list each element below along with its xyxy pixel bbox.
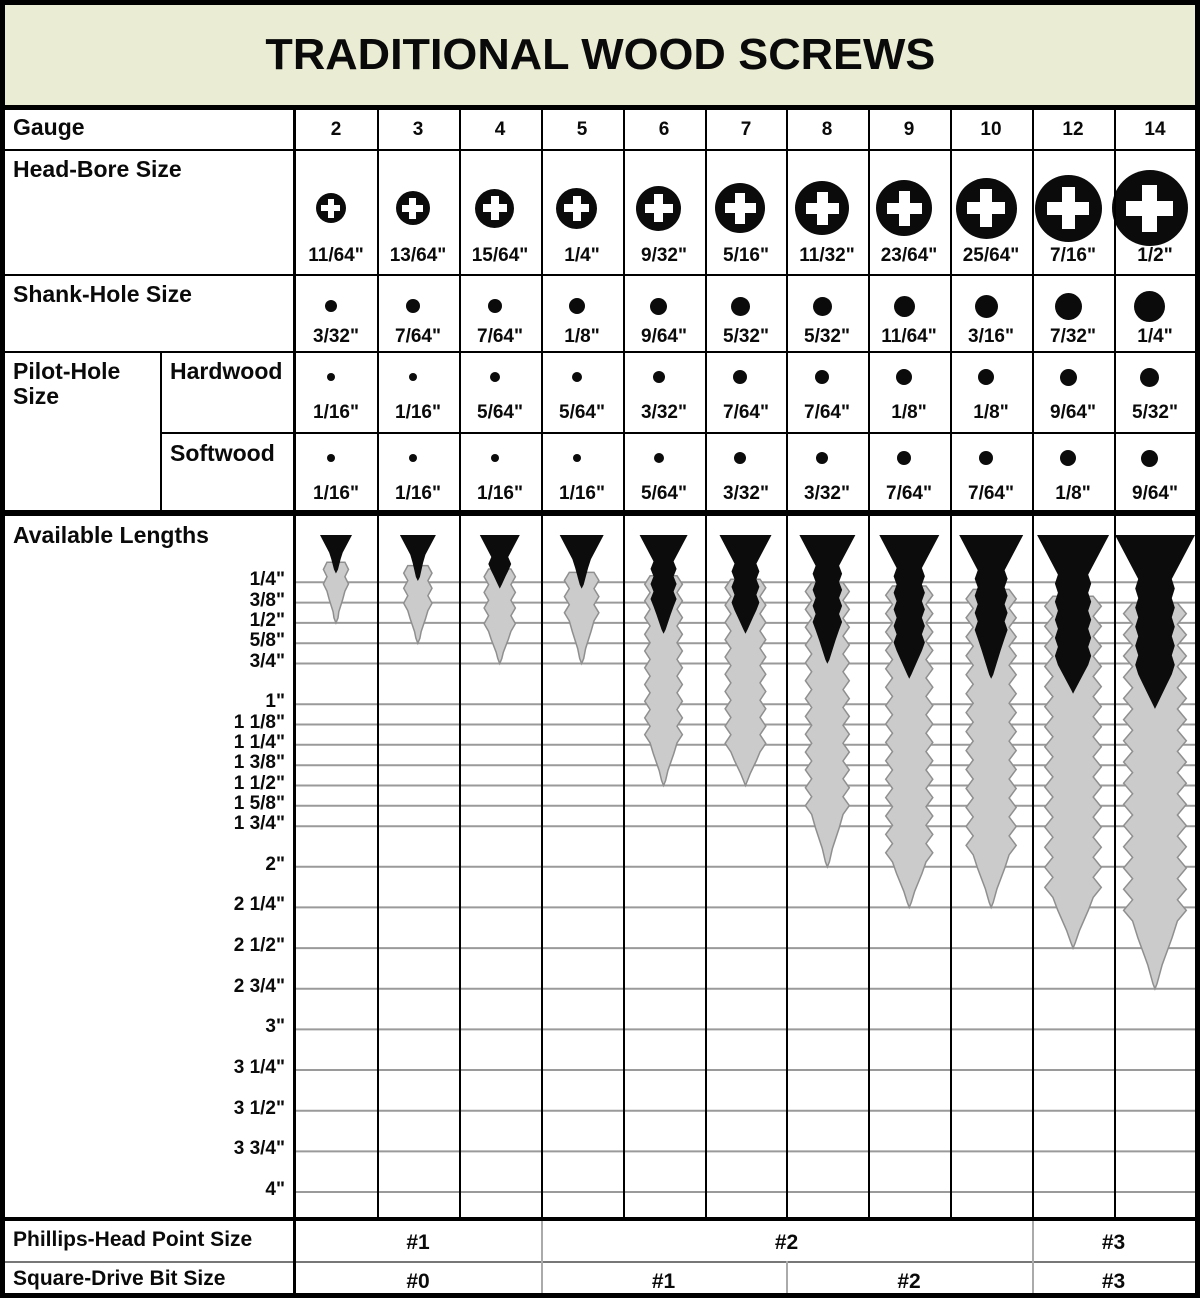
phillips-cross-icon xyxy=(654,194,663,222)
phillips-cross-icon xyxy=(409,198,416,219)
length-tick-label: 2 3/4" xyxy=(233,976,285,997)
phillips-cross-icon xyxy=(817,192,828,225)
head-bore-phillips-icon xyxy=(795,181,849,235)
available-lengths-label: Available Lengths xyxy=(13,522,209,548)
phillips-cross-icon xyxy=(899,191,910,226)
length-tick-label: 3 1/2" xyxy=(233,1098,285,1119)
pilot-hardwood-value: 9/64" xyxy=(1050,402,1096,423)
pilot-hardwood-dot xyxy=(815,370,829,384)
pilot-hardwood-dot xyxy=(1060,369,1077,386)
pilot-softwood-dot xyxy=(491,454,499,462)
pilot-softwood-value: 7/64" xyxy=(886,483,932,504)
gauge-value: 12 xyxy=(1062,119,1084,140)
head-bore-phillips-icon xyxy=(1112,170,1188,246)
chart-title-band xyxy=(5,5,1195,105)
head-bore-phillips-icon xyxy=(636,186,681,231)
shank-hole-dot xyxy=(406,299,420,313)
column-rule xyxy=(377,105,379,1217)
head-bore-value: 1/4" xyxy=(564,245,600,266)
pilot-softwood-dot xyxy=(654,453,664,463)
length-tick-label: 2 1/2" xyxy=(233,935,285,956)
shank-hole-value: 7/32" xyxy=(1050,326,1096,347)
head-bore-value: 15/64" xyxy=(471,245,529,266)
shank-hole-dot xyxy=(325,300,337,312)
head-bore-value: 1/2" xyxy=(1137,245,1173,266)
pilot-softwood-value: 3/32" xyxy=(723,483,769,504)
phillips-cross-icon xyxy=(573,196,581,221)
pilot-softwood-dot xyxy=(409,454,417,462)
shank-hole-dot xyxy=(488,299,502,313)
length-tick-label: 1/4" xyxy=(249,569,285,590)
shank-hole-value: 7/64" xyxy=(477,326,523,347)
length-tick-label: 3 1/4" xyxy=(233,1057,285,1078)
head-bore-phillips-icon xyxy=(556,188,597,229)
pilot-softwood-dot xyxy=(1141,450,1158,467)
pilot-softwood-value: 7/64" xyxy=(968,483,1014,504)
shank-hole-value: 1/4" xyxy=(1137,326,1173,347)
shank-hole-value: 7/64" xyxy=(395,326,441,347)
shank-hole-dot xyxy=(1134,291,1165,322)
length-tick-label: 1 1/2" xyxy=(233,773,285,794)
shank-hole-dot xyxy=(894,296,915,317)
pilot-hardwood-value: 7/64" xyxy=(804,402,850,423)
head-bore-row-label: Head-Bore Size xyxy=(13,156,182,182)
length-tick-label: 5/8" xyxy=(249,630,285,651)
gauge-value: 5 xyxy=(576,119,588,140)
shank-hole-value: 9/64" xyxy=(641,326,687,347)
head-bore-value: 7/16" xyxy=(1050,245,1096,266)
pilot-softwood-dot xyxy=(734,452,746,464)
column-rule xyxy=(1114,105,1116,1217)
head-bore-phillips-icon xyxy=(475,189,514,228)
phillips-cross-icon xyxy=(980,189,992,227)
head-bore-phillips-icon xyxy=(956,178,1017,239)
gauge-value: 10 xyxy=(980,119,1002,140)
phillips-point-size-value: #2 xyxy=(774,1231,799,1254)
pilot-hardwood-value: 1/16" xyxy=(313,402,359,423)
phillips-cross-icon xyxy=(328,199,334,218)
square-drive-size-value: #1 xyxy=(651,1270,676,1293)
length-tick-label: 1 1/4" xyxy=(233,732,285,753)
gauge-row-label: Gauge xyxy=(13,114,85,140)
pilot-hardwood-value: 7/64" xyxy=(723,402,769,423)
square-drive-size-value: #2 xyxy=(897,1270,921,1293)
head-bore-value: 11/64" xyxy=(308,245,364,266)
head-bore-phillips-icon xyxy=(876,180,932,236)
shank-hole-value: 3/16" xyxy=(968,326,1014,347)
gauge-value: 4 xyxy=(494,119,506,140)
row-rule xyxy=(5,351,1195,353)
row-rule xyxy=(5,149,1195,151)
pilot-hardwood-dot xyxy=(733,370,747,384)
pilot-softwood-dot xyxy=(327,454,335,462)
gauge-value: 2 xyxy=(330,119,342,140)
column-rule xyxy=(950,105,952,1217)
shank-hole-value: 11/64" xyxy=(881,326,937,347)
phillips-cross-icon xyxy=(491,196,499,220)
pilot-hardwood-value: 1/8" xyxy=(891,402,927,423)
gauge-value: 7 xyxy=(740,119,752,140)
pilot-hardwood-dot xyxy=(896,369,912,385)
shank-hole-row-label: Shank-Hole Size xyxy=(13,281,192,307)
shank-hole-dot xyxy=(813,297,832,316)
phillips-cross-icon xyxy=(1062,187,1075,229)
shank-hole-value: 5/32" xyxy=(723,326,769,347)
shank-hole-value: 5/32" xyxy=(804,326,850,347)
length-tick-label: 2" xyxy=(265,854,285,875)
chart-title: TRADITIONAL WOOD SCREWS xyxy=(265,30,935,79)
pilot-hardwood-value: 5/32" xyxy=(1132,402,1178,423)
shank-hole-dot xyxy=(650,298,667,315)
section-rule xyxy=(5,1217,1195,1221)
head-bore-value: 23/64" xyxy=(880,245,938,266)
length-tick-label: 1 1/8" xyxy=(233,712,285,733)
section-rule xyxy=(5,510,1195,516)
shank-hole-dot xyxy=(1055,293,1082,320)
pilot-softwood-dot xyxy=(897,451,911,465)
head-bore-phillips-icon xyxy=(396,191,430,225)
length-tick-label: 2 1/4" xyxy=(233,894,285,915)
pilot-softwood-value: 1/16" xyxy=(395,483,441,504)
pilot-hardwood-value: 1/8" xyxy=(973,402,1009,423)
square-group-divider xyxy=(786,1261,788,1298)
phillips-point-size-value: #3 xyxy=(1101,1231,1126,1254)
square-group-divider xyxy=(541,1261,543,1298)
pilot-softwood-value: 5/64" xyxy=(641,483,687,504)
length-tick-label: 1" xyxy=(265,691,285,712)
pilot-hardwood-dot xyxy=(490,372,500,382)
gauge-value: 14 xyxy=(1144,119,1166,140)
square-drive-size-value: #0 xyxy=(406,1270,430,1293)
pilot-hardwood-value: 1/16" xyxy=(395,402,441,423)
screw-length-diagram xyxy=(295,516,1197,1221)
length-tick-label: 3" xyxy=(265,1016,285,1037)
phillips-cross-icon xyxy=(735,193,745,224)
pilot-softwood-value: 1/16" xyxy=(313,483,359,504)
length-tick-label: 1 3/4" xyxy=(233,813,285,834)
pilot-hardwood-value: 3/32" xyxy=(641,402,687,423)
column-rule xyxy=(786,105,788,1217)
shank-hole-dot xyxy=(975,295,998,318)
pilot-softwood-value: 1/16" xyxy=(477,483,523,504)
phillips-group-divider xyxy=(1032,1221,1034,1261)
column-rule xyxy=(1032,105,1034,1217)
phillips-cross-icon xyxy=(1142,185,1157,232)
pilot-softwood-dot xyxy=(816,452,828,464)
head-bore-value: 5/16" xyxy=(723,245,769,266)
gauge-value: 9 xyxy=(903,119,915,140)
pilot-softwood-dot xyxy=(1060,450,1076,466)
gauge-value: 8 xyxy=(821,119,833,140)
column-rule xyxy=(541,105,543,1217)
shank-hole-value: 3/32" xyxy=(313,326,359,347)
pilot-hardwood-dot xyxy=(653,371,665,383)
label-column-rule xyxy=(293,105,296,1293)
phillips-point-size-value: #1 xyxy=(406,1231,430,1254)
head-bore-phillips-icon xyxy=(1035,175,1102,242)
shank-hole-dot xyxy=(569,298,585,314)
head-bore-phillips-icon xyxy=(715,183,765,233)
pilot-softwood-dot xyxy=(573,454,581,462)
screw-head-and-shank xyxy=(879,535,939,679)
square-drive-row-label: Square-Drive Bit Size xyxy=(13,1267,226,1290)
title-rule xyxy=(5,105,1195,110)
pilot-subcolumn-rule xyxy=(160,351,162,510)
hardwood-row-label: Hardwood xyxy=(170,358,283,384)
phillips-group-divider xyxy=(541,1221,543,1261)
gauge-value: 3 xyxy=(412,119,424,140)
length-tick-label: 3/4" xyxy=(249,651,285,672)
length-tick-label: 3 3/4" xyxy=(233,1138,285,1159)
column-rule xyxy=(623,105,625,1217)
row-rule xyxy=(5,274,1195,276)
pilot-softwood-value: 9/64" xyxy=(1132,483,1178,504)
square-drive-size-value: #3 xyxy=(1101,1270,1126,1293)
shank-hole-dot xyxy=(731,297,750,316)
phillips-row-label: Phillips-Head Point Size xyxy=(13,1228,253,1251)
pilot-hole-row-label: Pilot-Hole Size xyxy=(13,358,121,409)
pilot-hardwood-dot xyxy=(572,372,582,382)
pilot-hardwood-value: 5/64" xyxy=(477,402,523,423)
head-bore-value: 11/32" xyxy=(799,245,855,266)
square-group-divider xyxy=(1032,1261,1034,1298)
shank-hole-value: 1/8" xyxy=(564,326,600,347)
row-rule xyxy=(160,432,1195,434)
gauge-value: 6 xyxy=(658,119,670,140)
head-bore-value: 13/64" xyxy=(389,245,447,266)
pilot-hardwood-dot xyxy=(409,373,417,381)
head-bore-value: 9/32" xyxy=(641,245,687,266)
pilot-hardwood-dot xyxy=(327,373,335,381)
length-tick-label: 1 3/8" xyxy=(233,752,285,773)
column-rule xyxy=(868,105,870,1217)
pilot-softwood-value: 1/8" xyxy=(1055,483,1091,504)
length-tick-label: 1 5/8" xyxy=(233,793,285,814)
row-rule xyxy=(5,1261,1195,1263)
pilot-softwood-dot xyxy=(979,451,993,465)
column-rule xyxy=(459,105,461,1217)
column-rule xyxy=(705,105,707,1217)
softwood-row-label: Softwood xyxy=(170,440,275,466)
length-tick-label: 1/2" xyxy=(249,610,285,631)
head-bore-value: 25/64" xyxy=(962,245,1020,266)
pilot-hardwood-value: 5/64" xyxy=(559,402,605,423)
pilot-hardwood-dot xyxy=(978,369,994,385)
pilot-softwood-value: 3/32" xyxy=(804,483,850,504)
head-bore-phillips-icon xyxy=(316,193,346,223)
pilot-softwood-value: 1/16" xyxy=(559,483,605,504)
length-tick-label: 4" xyxy=(265,1179,285,1200)
pilot-hardwood-dot xyxy=(1140,368,1159,387)
length-tick-label: 3/8" xyxy=(249,590,285,611)
